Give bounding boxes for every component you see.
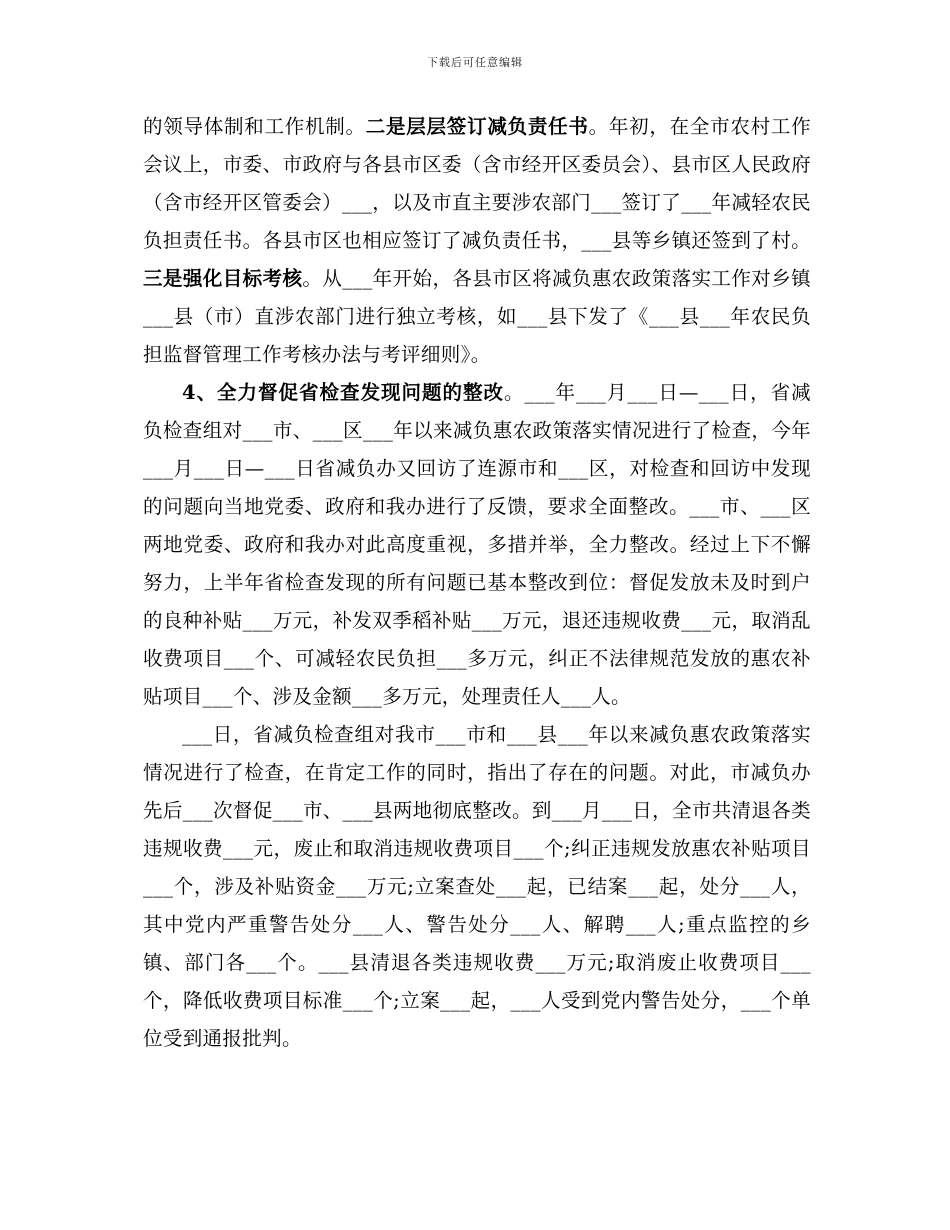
heading-layered-responsibility: 二是层层签订减负责任书: [365, 115, 589, 138]
text-segment: 。年初，在全市农村工作会议上，市委、市政府与各县市区委（含市经开区委员会）、县市区人民政府（含市经开区管委会）___，以及市直主要涉农部门___签订了___年减轻农民负担责任书。各县市区也相应签订了减负责任书，___县等乡镇还签到了村。: [143, 115, 811, 252]
text-segment: 。从___年开始，各县市区将减负惠农政策落实工作对乡镇___县（市）直涉农部门进行独立考核，如___县下发了《___县___年农民负担监督管理工作考核办法与考评细则》。: [143, 267, 811, 366]
text-segment: 。___年___月___日—___日，省减负检查组对___市、___区___年以来减负惠农政策落实情况进行了检查，今年___月___日—___日省减负办又回访了连源市和___区，对检查和回访中发现的问题向当地党委、政府和我办进行了反馈，要求全面整改。___市、___区两地党委、政府和我办对此高度重视，多措并举，全力整改。经过上下不懈努力，上半年省检查发现的所有问题已基本整改到位：督促发放未及时到户的良种补贴___万元，补发双季稻补贴___万元，退还违规收费___元，取消乱收费项目___个、可减轻农民负担___多万元，纠正不法律规范发放的惠农补贴项目___个、涉及金额___多万元，处理责任人___人。: [143, 381, 811, 708]
document-body: [143, 108, 811, 1058]
page-header: 下载后可任意编辑: [427, 56, 523, 69]
paragraph-1: [143, 108, 811, 374]
heading-rectification: 4、全力督促省检查发现问题的整改: [182, 381, 505, 404]
text-segment: ___日，省减负检查组对我市___市和___县___年以来减负惠农政策落实情况进行了检查，在肯定工作的同时，指出了存在的问题。对此，市减负办先后___次督促___市、___县两地彻底整改。到___月___日，全市共清退各类违规收费___元，废止和取消违规收费项目___个;纠正违规发放惠农补贴项目___个，涉及补贴资金___万元;立案查处___起，已结案___起，处分___人，其中党内严重警告处分___人、警告处分___人、解聘___人;重点监控的乡镇、部门各___个。___县清退各类违规收费___万元;取消废止收费项目___个，降低收费项目标准___个;立案___起，___人受到党内警告处分，___个单位受到通报批判。: [143, 723, 811, 1050]
paragraph-3: [143, 716, 811, 1058]
text-segment: 的领导体制和工作机制。: [143, 115, 366, 138]
heading-target-assessment: 三是强化目标考核: [143, 267, 303, 290]
paragraph-2: [143, 374, 811, 716]
